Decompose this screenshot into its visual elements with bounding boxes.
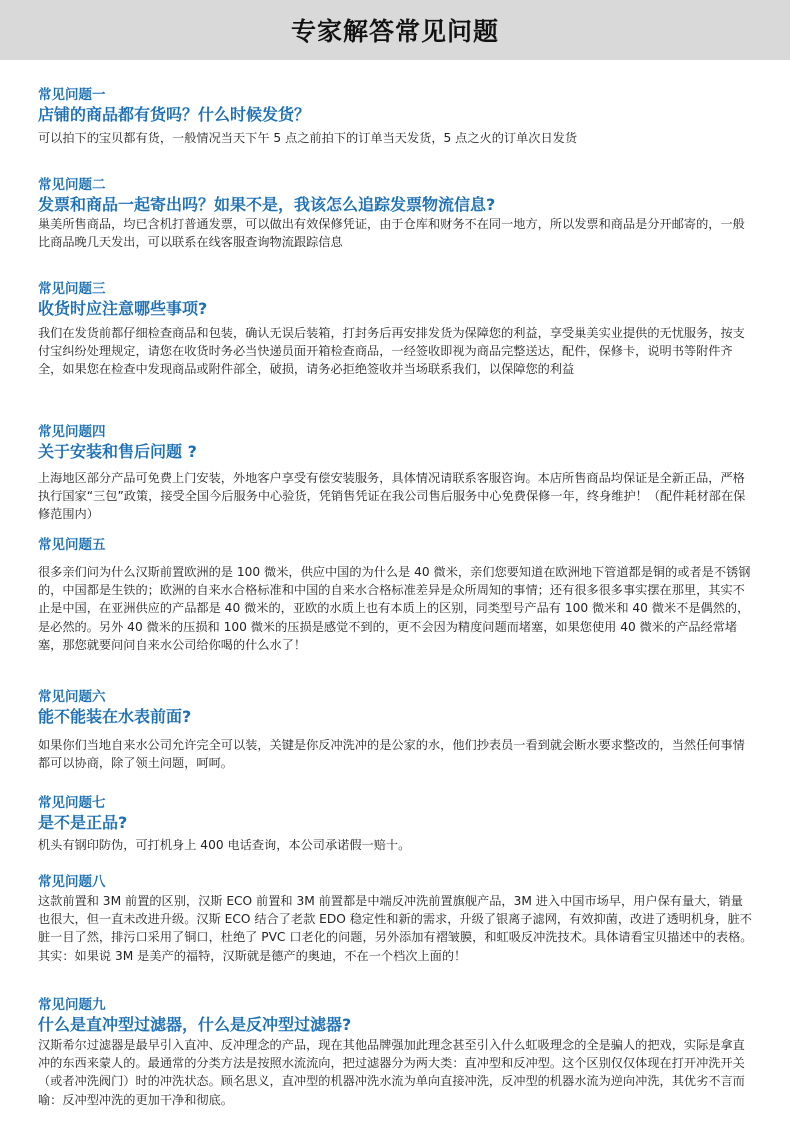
faq-question: 发票和商品一起寄出吗？如果不是，我该怎么追踪发票物流信息? xyxy=(38,195,496,214)
faq-label: 常见问题九 xyxy=(38,997,106,1013)
faq-answer: 很多亲们问为什么汉斯前置欧洲的是 100 微米，供应中国的为什么是 40 微米，亲们您要知道在欧洲地下管道都是铜的或者是不锈钢的，中国都是生铁的；欧洲的自来水合格标准和中国的自来水合格标准差异是众所周知的事情；还有很多很多事实摆在那里，其实不止是中国，在亚洲供应的产品都是 40 微米的，亚欧的水质上也有本质上的区别，同类型号产品有 100 微米和 40 微米不是偶然的，是必然的。另外 40 微米的压损和 100 微米的压损是感觉不到的，更不会因为精度问题而堵塞，如果您使用 40 微米的产品经常堵塞，那您就要问问自来水公司给你喝的什么水了！ xyxy=(38,565,751,652)
faq-answer: 上海地区部分产品可免费上门安装，外地客户享受有偿安装服务，具体情况请联系客服咨询。本店所售商品均保证是全新正品，严格执行国家“三包”政策，接受全国今后服务中心验货，凭销售凭证在我公司售后服务中心免费保修一年，终身维护！（配件耗材部在保修范围内） xyxy=(38,471,746,522)
faq-question: 店铺的商品都有货吗？什么时候发货？ xyxy=(38,105,311,124)
faq-label: 常见问题五 xyxy=(38,537,106,553)
faq-label: 常见问题四 xyxy=(38,424,106,440)
faq-item-5 xyxy=(38,537,758,654)
faq-item-4 xyxy=(38,424,758,524)
faq-item-7 xyxy=(38,795,758,854)
faq-answer: 如果你们当地自来水公司允许完全可以装，关键是你反冲洗冲的是公家的水，他们抄表员一看到就会断水要求整改的，当然任何事情都可以协商，除了领土问题，呵呵。 xyxy=(38,738,745,771)
faq-label: 常见问题一 xyxy=(38,87,106,103)
faq-question: 能不能装在水表前面? xyxy=(38,707,192,726)
faq-item-2 xyxy=(38,177,758,251)
faq-answer: 我们在发货前都仔细检查商品和包装，确认无误后装箱，打封务后再安排发货为保障您的利益，享受巢美实业提供的无忧服务，按支付宝纠纷处理规定，请您在收货时务必当快递员面开箱检查商品，一经签收即视为商品完整送达，配件，保修卡，说明书等附件齐全，如果您在检查中发现商品或附件部全，破损，请务必拒绝签收并当场联系我们，以保障您的利益 xyxy=(38,326,745,377)
faq-item-9 xyxy=(38,997,758,1109)
faq-item-8 xyxy=(38,874,758,965)
faq-answer: 可以拍下的宝贝都有货，一般情况当天下午 5 点之前拍下的订单当天发货，5 点之火的订单次日发货 xyxy=(38,131,578,145)
faq-item-3 xyxy=(38,281,758,379)
faq-label: 常见问题六 xyxy=(38,689,106,705)
faq-question: 关于安装和售后问题 ? xyxy=(38,442,197,461)
faq-label: 常见问题八 xyxy=(38,874,106,890)
faq-answer: 这款前置和 3M 前置的区别，汉斯 ECO 前置和 3M 前置都是中端反冲洗前置旗舰产品，3M 进入中国市场早，用户保有量大，销量也很大，但一直未改进升级。汉斯 ECO 结合了老款 EDO 稳定性和新的需求，升级了银离子滤网，有效抑菌，改进了透明机身，脏不脏一目了然，排污口采用了铜口，杜绝了 PVC 口老化的问题，另外添加有褶皱膜，和虹吸反冲洗技术。具体请看宝贝描述中的表格。其实：如果说 3M 是美产的福特，汉斯就是德产的奥迪，不在一个档次上面的！ xyxy=(38,894,753,963)
faq-label: 常见问题三 xyxy=(38,281,106,297)
faq-label: 常见问题七 xyxy=(38,795,106,811)
faq-question: 什么是直冲型过滤器，什么是反冲型过滤器? xyxy=(38,1015,352,1034)
faq-item-6 xyxy=(38,689,758,772)
faq-answer: 机头有钢印防伪，可打机身上 400 电话查询，本公司承诺假一赔十。 xyxy=(38,838,411,852)
faq-item-1 xyxy=(38,87,758,147)
header-banner xyxy=(0,0,790,60)
faq-label: 常见问题二 xyxy=(38,177,106,193)
faq-answer: 汉斯希尔过滤器是最早引入直冲、反冲理念的产品，现在其他品牌强加此理念甚至引入什么虹吸理念的全是骗人的把戏，实际是拿直冲的东西来蒙人的。最通常的分类方法是按照水流流向，把过滤器分为两大类：直冲型和反冲型。这个区别仅仅体现在打开冲洗开关（或者冲洗阀门）时的冲洗状态。顾名思义，直冲型的机器冲洗水流为单向直接冲洗，反冲型的机器水流为逆向冲洗，其优劣不言而喻：反冲型冲洗的更加干净和彻底。 xyxy=(38,1038,745,1107)
faq-answer: 巢美所售商品，均已含机打普通发票，可以做出有效保修凭证，由于仓库和财务不在同一地方，所以发票和商品是分开邮寄的，一般比商品晚几天发出，可以联系在线客服查询物流跟踪信息 xyxy=(38,217,745,250)
faq-question: 收货时应注意哪些事项? xyxy=(38,299,208,318)
faq-question: 是不是正品? xyxy=(38,813,128,832)
page-title: 专家解答常见问题 xyxy=(290,17,499,46)
